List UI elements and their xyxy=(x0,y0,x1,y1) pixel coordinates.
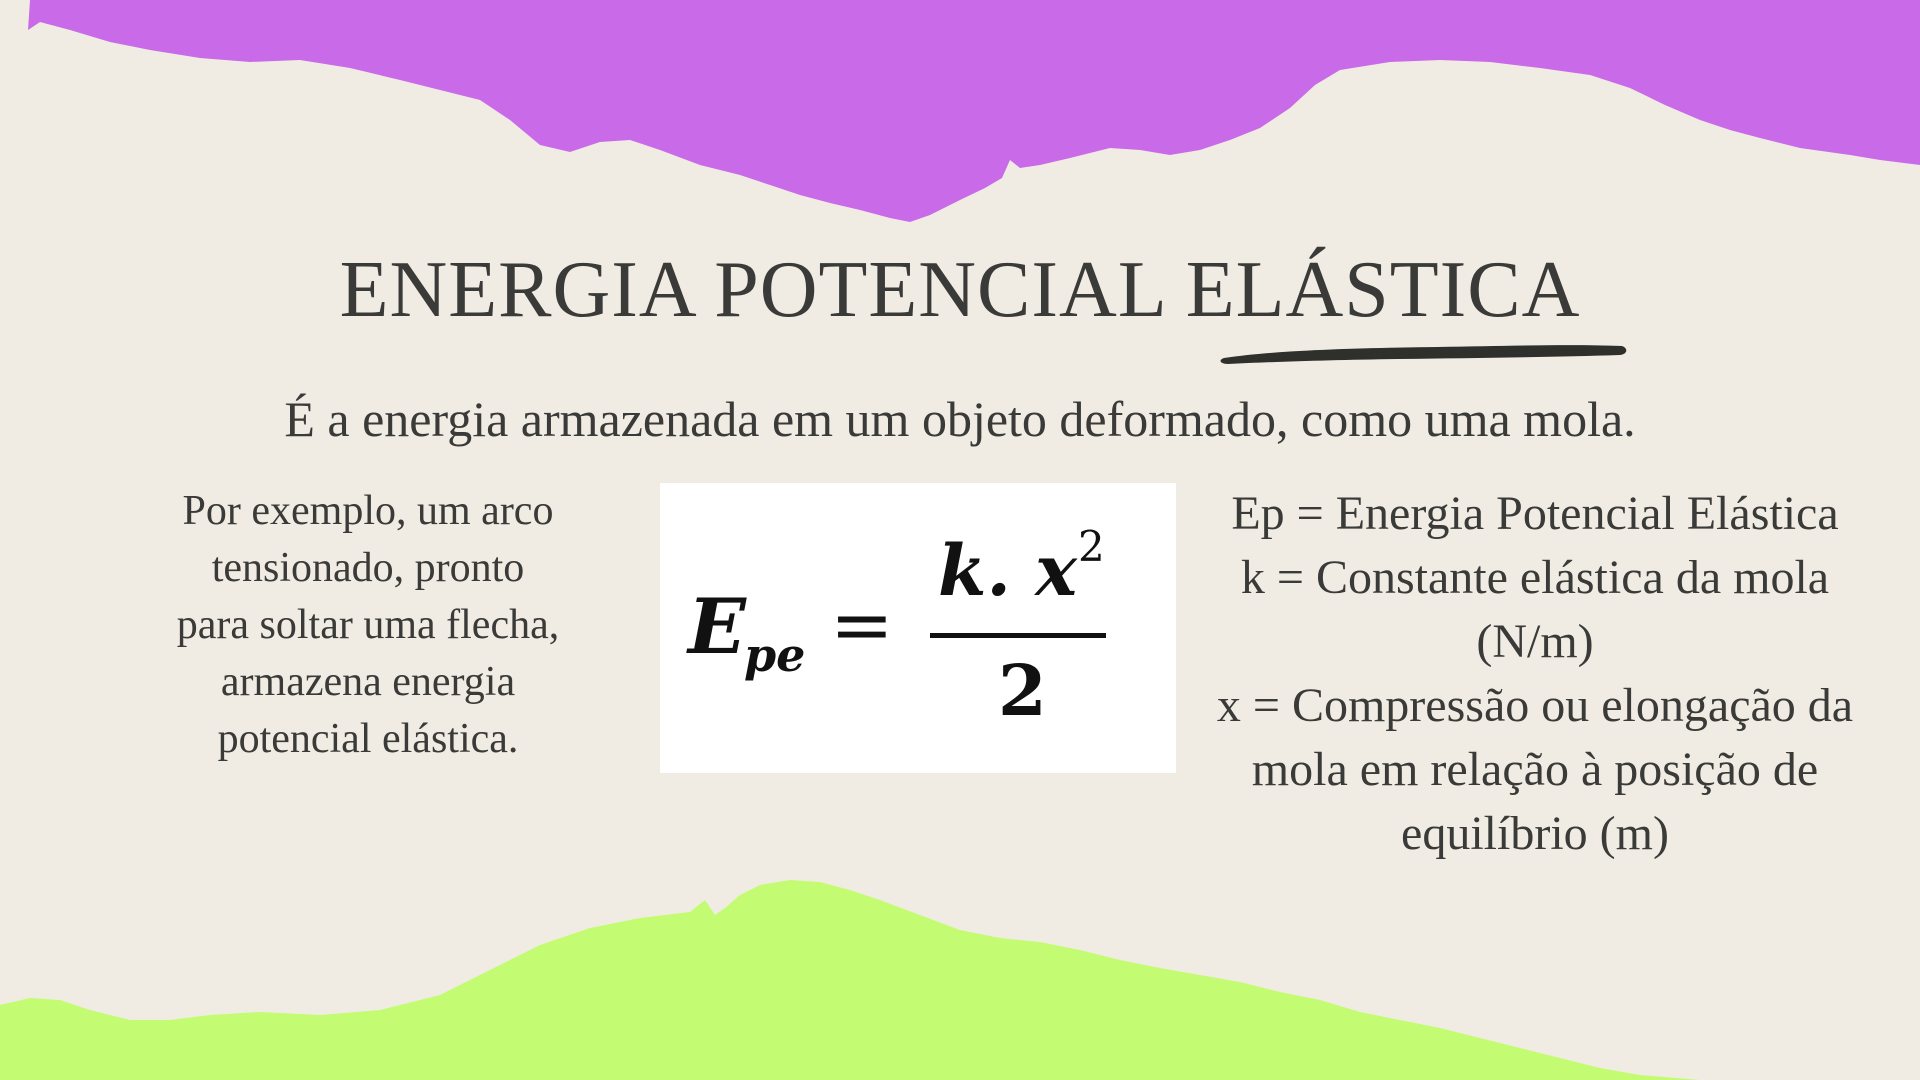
top-purple-brush-shape xyxy=(0,0,1920,230)
formula-denominator: 2 xyxy=(998,649,1047,732)
variable-legend xyxy=(1200,482,1870,866)
title-underline-stroke xyxy=(1218,340,1630,370)
formula-equation xyxy=(660,483,1176,773)
bottom-green-brush-shape xyxy=(0,870,1920,1080)
formula-fraction-bar xyxy=(930,633,1106,638)
example-line: Por exemplo, um arco xyxy=(182,488,554,534)
legend-line-x-cont: mola em relação à posição de xyxy=(1251,743,1819,796)
example-text xyxy=(128,483,608,768)
example-line: armazena energia xyxy=(220,659,516,705)
formula-numerator: k. x xyxy=(938,529,1077,612)
example-line: tensionado, pronto xyxy=(211,545,525,591)
legend-line-ep: Ep = Energia Potencial Elástica xyxy=(1231,487,1839,540)
legend-line-x: x = Compressão ou elongação da xyxy=(1216,679,1854,732)
legend-line-x-unit: equilíbrio (m) xyxy=(1401,807,1669,860)
formula-equals-sign: = xyxy=(830,580,894,669)
example-line: para soltar uma flecha, xyxy=(176,602,560,648)
formula-lhs-subscript: pe xyxy=(744,628,806,682)
formula-image xyxy=(660,483,1176,773)
formula-lhs-symbol: E xyxy=(688,582,746,671)
legend-line-k-unit: (N/m) xyxy=(1476,615,1594,668)
legend-line-k: k = Constante elástica da mola xyxy=(1240,551,1830,604)
slide-subtitle: É a energia armazenada em um objeto deformado, como uma mola. xyxy=(284,391,1636,447)
example-line: potencial elástica. xyxy=(217,716,519,762)
slide-title: ENERGIA POTENCIAL ELÁSTICA xyxy=(339,246,1581,334)
formula-exponent: 2 xyxy=(1078,522,1105,571)
